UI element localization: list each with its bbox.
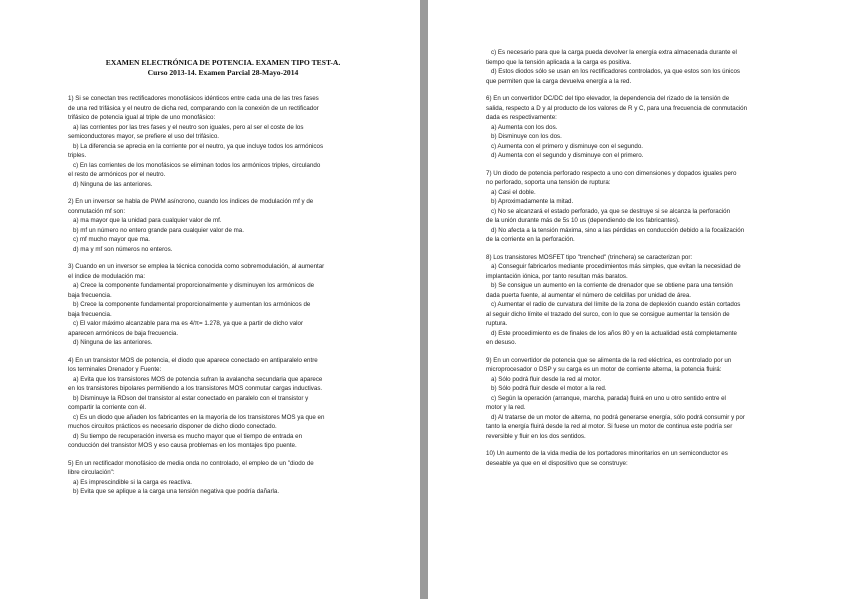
answer-option-line: triples. — [68, 152, 87, 159]
question-text-line: 2) En un inversor se habla de PWM asíncrono, cuando los índices de modulación mf y de — [68, 198, 314, 205]
question-block — [486, 94, 812, 161]
answer-option-line: a) Casi el doble. — [491, 188, 536, 196]
answer-option-line: c) En las corrientes de los monofásicos se eliminan todos los armónicos triples, circulando — [73, 161, 321, 169]
question-text-line: dada es respectivamente: — [486, 114, 557, 121]
answer-option-line: a) ma mayor que la unidad para cualquier valor de mf. — [73, 217, 222, 224]
question-block — [68, 356, 378, 451]
question-text-line: 6) En un convertidor DC/DC del tipo elevador, la dependencia del rizado de la tensión de — [486, 95, 730, 102]
question-block — [68, 197, 378, 254]
answer-option-line: d) Aumenta con el segundo y disminuye con el primero. — [491, 152, 644, 159]
answer-option-line: baja frecuencia. — [68, 310, 112, 318]
answer-option-line: d) Ninguna de las anteriores. — [73, 339, 153, 346]
question-block — [486, 356, 812, 442]
answer-option-line: tiempo que la tensión aplicada a la carga es positiva. — [486, 58, 632, 66]
answer-option-line: a) Conseguir fabricarlos mediante procedimientos más simples, que evitan la necesidad de — [491, 263, 741, 270]
question-text-line: salida, respecto a D y al producto de los valores de R y C, para una frecuencia de conmutación — [486, 104, 748, 112]
answer-option-line: en los transistores bipolares permitiendo a los transistores MOS conmutar cargas inductivas. — [68, 385, 323, 392]
answer-option-line: al seguir dicho límite el trazado del surco, con lo que se consigue aumentar la tensión de — [486, 310, 730, 318]
exam-page-right — [428, 0, 848, 599]
answer-option-line: a) Es imprescindible si la carga es reactiva. — [73, 478, 192, 486]
answer-option-line: d) No afecta a la tensión máxima, sino a las pérdidas en conducción debido a la focalización — [491, 226, 745, 234]
answer-option-line: aparecen armónicos de baja frecuencia. — [68, 329, 179, 337]
answer-option-line: b) Aproximadamente la mitad. — [491, 198, 574, 205]
answer-option-line: c) No se alcanzará el estado perforado, ya que se destruye si se alcanza la perforación — [491, 207, 731, 215]
answer-option-line: semiconductores mayor, se prefiere el uso del trifásico. — [68, 133, 219, 140]
answer-option-line: que permiten que la carga devuelva energía a la red. — [486, 77, 632, 85]
question-text-line: 9) En un convertidor de potencia que se alimenta de la red eléctrica, es controlado por un — [486, 356, 732, 364]
answer-option-line: d) Este procedimiento es de finales de los años 80 y en la actualidad está completamente — [491, 329, 737, 337]
answer-option-line: c) Es un diodo que añaden los fabricantes en la mayoría de los transistores MOS ya que en — [73, 413, 325, 421]
question-block — [486, 449, 812, 468]
answer-option-line: b) Se consigue un aumento en la corriente de drenador que se obtiene para una tensión — [491, 282, 733, 289]
question-list — [68, 94, 378, 497]
answer-option-line: b) Disminuye con los dos. — [491, 133, 562, 140]
answer-option-line: d) Su tiempo de recuperación inversa es mucho mayor que el tiempo de entrada en — [73, 432, 303, 440]
answer-option-line: a) Sólo podrá fluir desde la red al motor. — [491, 375, 602, 383]
answer-option-line: motor y la red. — [486, 404, 526, 411]
exam-page-left — [0, 0, 420, 599]
answer-option-line: de la corriente en la perforación. — [486, 236, 575, 243]
question-text-line: de una red trifásica y el neutro de dicha red, comparando con la conexión de un rectificador — [68, 104, 319, 112]
question-block — [68, 459, 378, 497]
answer-option-line: implantación iónica, por tanto resultan más baratos. — [486, 272, 628, 280]
answer-option-line: a) Crece la componente fundamental proporcionalmente y disminuyen los armónicos de — [73, 282, 315, 289]
answer-option-line: c) Aumentar el radio de curvatura del límite de la zona de deplexión cuando están cortados — [491, 301, 741, 308]
answer-option-line: a) Aumenta con los dos. — [491, 123, 558, 131]
answer-option-line: compartir la corriente con él. — [68, 404, 147, 411]
question-text-line: 4) En un transistor MOS de potencia, el diodo que aparece conectado en antiparalelo entre — [68, 356, 318, 364]
question-text-line: libre circulación": — [68, 469, 115, 476]
question-block — [486, 48, 812, 86]
answer-option-line: d) Al tratarse de un motor de alterna, no podrá generarse energía, sólo podrá consumir y por — [491, 413, 745, 421]
answer-option-line: b) Disminuye la RDson del transistor al estar conectado en paralelo con el transistor y — [73, 394, 309, 402]
question-text-line: 7) Un diodo de potencia perforado respecto a uno con dimensiones y dopados iguales pero — [486, 169, 737, 177]
answer-option-line: c) mf mucho mayor que ma. — [73, 236, 151, 243]
question-text-line: microprocesador o DSP y su carga es un motor de corriente alterna, la potencia fluirá: — [486, 366, 722, 373]
answer-option-line: d) Estos diodos sólo se usan en los rectificadores controlados, ya que estos son los únicos — [491, 68, 741, 75]
answer-option-line: b) Crece la componente fundamental proporcionalmente y aumentan los armónicos de — [73, 301, 311, 308]
exam-title — [68, 58, 378, 78]
answer-option-line: d) ma y mf son números no enteros. — [73, 245, 173, 253]
question-list — [486, 48, 812, 468]
answer-option-line: c) Es necesario para que la carga pueda devolver la energía extra almacenada durante el — [491, 49, 737, 56]
answer-option-line: b) La diferencia se aprecia en la corriente por el neutro, ya que incluye todos los armónicos — [73, 142, 324, 150]
answer-option-line: c) Según la operación (arranque, marcha, parada) fluirá en uno u otro sentido entre el — [491, 394, 726, 402]
answer-option-line: conducción del transistor MOS y eso causa problemas en los montajes tipo puente. — [68, 442, 297, 449]
answer-option-line: dada puerta fuente, al aumentar el número de celdillas por unidad de área. — [486, 291, 692, 299]
exam-title-line: EXAMEN ELECTRÓNICA DE POTENCIA. EXAMEN TIPO TEST-A. — [105, 58, 341, 67]
question-text-line: conmutación mf son: — [68, 207, 126, 215]
question-block — [68, 94, 378, 189]
answer-option-line: en desuso. — [486, 339, 517, 346]
answer-option-line: tanto la energía fluirá desde la red al motor. Si fuese un motor de continua este podría ser — [486, 423, 733, 430]
answer-option-line: el resto de armónicos por el neutro. — [68, 171, 166, 178]
question-text-line: el índice de modulación ma: — [68, 272, 146, 280]
exam-subtitle-line: Curso 2013-14. Examen Parcial 28-Mayo-2014 — [147, 68, 299, 77]
question-text-line: 10) Un aumento de la vida media de los portadores minoritarios en un semiconductor es — [486, 450, 728, 457]
answer-option-line: b) Sólo podrá fluir desde el motor a la red. — [491, 385, 607, 392]
answer-option-line: de la unión durante más de 5s 10 us (dependiendo de los fabricantes). — [486, 217, 680, 224]
answer-option-line: b) Evita que se aplique a la carga una tensión negativa que podría dañarla. — [73, 488, 280, 495]
answer-option-line: baja frecuencia. — [68, 291, 112, 299]
question-block — [68, 262, 378, 348]
answer-option-line: a) las corrientes por las tres fases y el neutro son iguales, pero al ser el coste de los — [73, 123, 304, 131]
question-text-line: 8) Los transistores MOSFET tipo "trenched" (trinchera) se caracterizan por: — [486, 253, 693, 261]
question-text-line: no perforado, soporta una tensión de ruptura: — [486, 179, 611, 186]
answer-option-line: a) Evita que los transistores MOS de potencia sufran la avalancha secundaria que aparece — [73, 375, 323, 383]
answer-option-line: b) mf un número no entero grande para cualquier valor de ma. — [73, 226, 244, 234]
answer-option-line: d) Ninguna de las anteriores. — [73, 180, 153, 188]
answer-option-line: muchos circuitos prácticos es necesario disponer de dicho diodo conectado. — [68, 423, 277, 430]
answer-option-line: c) El valor máximo alcanzable para ma es 4/π= 1.278, ya que a partir de dicho valor — [73, 320, 304, 327]
question-text-line: 5) En un rectificador monofásico de media onda no controlado, el empleo de un "diodo de — [68, 459, 314, 467]
question-text-line: trifásico de potencia igual al triple de uno monofásico: — [68, 114, 216, 121]
question-block — [486, 169, 812, 245]
question-text-line: deseable ya que en el dispositivo que se construye: — [486, 459, 628, 467]
answer-option-line: ruptura. — [486, 320, 508, 327]
answer-option-line: reversible y fluir en los dos sentidos. — [486, 432, 586, 440]
question-text-line: 1) Si se conectan tres rectificadores monofásicos idénticos entre cada una de las tres fases — [68, 95, 319, 102]
answer-option-line: c) Aumenta con el primero y disminuye con el segundo. — [491, 142, 644, 150]
question-text-line: los terminales Drenador y Fuente: — [68, 366, 162, 373]
question-text-line: 3) Cuando en un inversor se emplea la técnica conocida como sobremodulación, al aumentar — [68, 263, 325, 270]
question-block — [486, 253, 812, 348]
